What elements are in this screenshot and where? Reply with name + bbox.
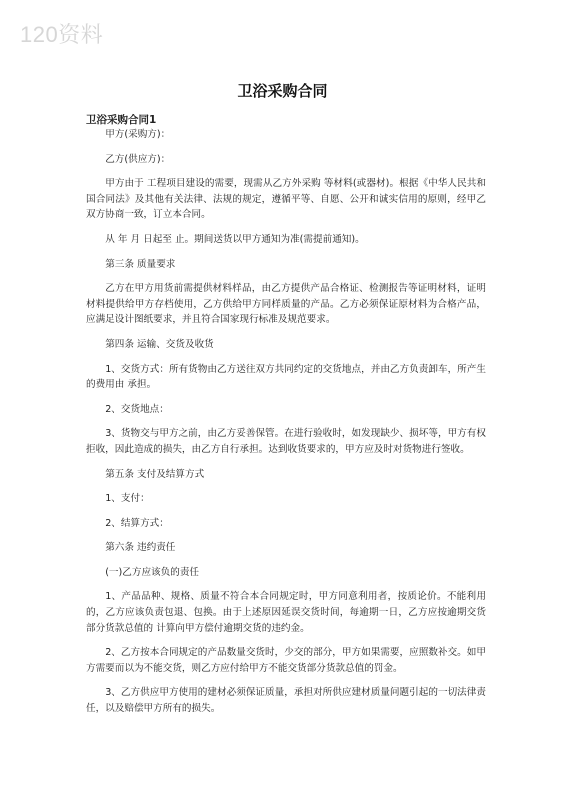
party-a-line: 甲方(采购方)： xyxy=(105,129,171,140)
delivery-method-paragraph: 1、交货方式：所有货物由乙方送往双方共同约定的交货地点，并由乙方负责卸车，所产生的费用由 承担。 xyxy=(86,363,486,391)
payment-line: 1、支付： xyxy=(105,493,150,505)
liability-item-2: 2、乙方按本合同规定的产品数量交货时，少交的部分，甲方如果需要，应照数补交。如甲方需要而以为不能交货，则乙方应付给甲方不能交货部分货款总值的罚金。 xyxy=(86,647,486,674)
party-b-liability-heading: (一)乙方应该负的责任 xyxy=(105,566,200,578)
clause-3-heading: 第三条 质量要求 xyxy=(105,258,176,270)
clause-4-heading: 第四条 运输、交货及收货 xyxy=(105,338,214,350)
custody-paragraph: 3、货物交与甲方之前，由乙方妥善保管。在进行验收时，如发现缺少、损坏等，甲方有权拒收，因此造成的损失，由乙方自行承担。达到收货要求的，甲方应及时对货物进行签收。 xyxy=(86,428,486,455)
document-body xyxy=(86,113,486,717)
term-paragraph: 从 年 月 日起至 止。期间送货以甲方通知为准(需提前通知)。 xyxy=(105,233,365,245)
clause-5-heading: 第五条 支付及结算方式 xyxy=(105,468,205,480)
clause-6-heading: 第六条 违约责任 xyxy=(105,542,176,554)
document-title: 卫浴采购合同 xyxy=(237,82,328,100)
liability-item-1: 1、产品品种、规格、质量不符合本合同规定时，甲方同意利用者，按质论价。不能利用的，乙方应该负责包退、包换。由于上述原因延误交货时间，每逾期一日，乙方应按逾期交货部分货款总值的 计算向甲方偿付逾期交货的违约金。 xyxy=(86,591,486,634)
watermark-logo: 120资料 xyxy=(20,22,104,47)
preamble-paragraph: 甲方由于 工程项目建设的需要，现需从乙方外采购 等材料(或器材)。根据《中华人民共和国合同法》及其他有关法律、法规的规定，遵循平等、自愿、公开和诚实信用的原则，经甲乙双方协商一致，订立本合同。 xyxy=(86,178,486,221)
delivery-location-line: 2、交货地点： xyxy=(105,403,169,415)
liability-item-3: 3、乙方供应甲方使用的建材必须保证质量，承担对所供应建材质量问题引起的一切法律责任，以及赔偿甲方所有的损失。 xyxy=(86,687,486,715)
section-subtitle: 卫浴采购合同1 xyxy=(86,114,157,126)
party-b-line: 乙方(供应方)： xyxy=(105,153,171,165)
settlement-line: 2、结算方式： xyxy=(105,517,169,529)
quality-paragraph: 乙方在甲方用货前需提供材料样品，由乙方提供产品合格证、检测报告等证明材料，证明材料提供给甲方存档使用，乙方供给甲方同样质量的产品。乙方必须保证原材料为合格产品，应满足设计图纸要求，并且符合国家现行标准及规范要求。 xyxy=(86,283,486,326)
